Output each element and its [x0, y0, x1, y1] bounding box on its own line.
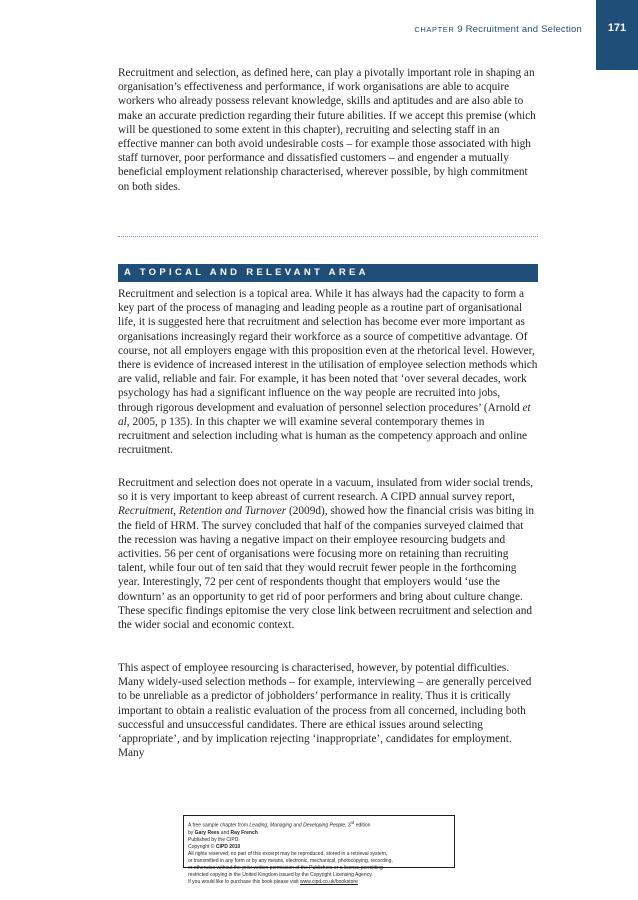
paragraph-text-part: , 2005, p 135). In this chapter we will examine several contemporary themes in recruitment and selection including what is human as the competency approach and online recruitment. [118, 415, 528, 457]
body-paragraph-2 [118, 476, 538, 632]
footer-line-8: restricted copying in the United Kingdom issued by the Copyright Licensing Agency. [188, 872, 373, 879]
paragraph-text: This aspect of employee resourcing is characterised, however, by potential difficulties. Many widely-used selection methods – for example, interviewing – are generally perceived to be unreliable as a predictor of jobholders’ performance in reality. Thus it is critically important to obtain a realistic evaluation of the process from all concerned, including both successful and unsuccessful candidates. There are ethical issues around selecting ‘appropriate’, and by implication rejecting ‘inappropriate’, candidates for employment. Many [118, 662, 532, 760]
citation-italic: et al [118, 401, 531, 428]
page-number: 171 [607, 22, 627, 34]
footer-line-1 [188, 819, 450, 830]
intro-section [118, 66, 538, 194]
footer-line-9 [188, 879, 450, 886]
footer-text: Copyright © [188, 843, 216, 850]
edition-superscript: rd [350, 820, 355, 825]
footer-line-7: or otherwise without the prior written permission of the Publishers or a licence permitting [188, 865, 383, 872]
copyright-box [183, 815, 455, 886]
chapter-word: CHAPTER [414, 25, 455, 34]
author-name: Ray French [230, 829, 258, 836]
book-title: Leading, Managing and Developing People [249, 822, 346, 829]
paragraph-text-part: Recruitment and selection is a topical area. While it has always had the capacity to form a key part of the process of managing and leading people as a routine part of organisational life, it is suggested here that recruitment and selection has become ever more important as organisations increasingly regard their workforce as a source of competitive advantage. Of course, not all employers engage with this proposition even at the rhetorical level. However, there is evidence of increased interest in the utilisation of employee selection methods which are valid, reliable and fair. For example, it has been noted that ‘over several decades, work psychology has had a significant influence on the way people are recruited into jobs, through rigorous development and evaluation of personnel selection procedures’ (Arnold [118, 288, 538, 414]
intro-divider [118, 236, 538, 237]
footer-text: A free sample chapter from [188, 822, 250, 829]
footer-line-4 [188, 844, 450, 851]
page-number-tab [596, 0, 638, 70]
chapter-number: 9 [457, 24, 463, 35]
body-paragraph-3 [118, 661, 538, 760]
paragraph-text-part: (2009d), showed how the financial crisis was biting in the field of HRM. The survey concluded that half of the companies surveyed claimed that the recession was having a negative impact on their employee resourcing budgets and activities. 56 per cent of organisations were focusing more on retaining than recruiting talent, while four out of ten said that they would recruit fewer people in the forthcoming year. Interestingly, 72 per cent of respondents thought that employers would ‘use the downturn’ as an opportunity to get rid of poor performers and bring about culture change. These specific findings epitomise the very close link between recruitment and selection and the wider social and economic context. [118, 505, 535, 632]
author-name: Gary Rees [194, 829, 220, 836]
footer-text: and [219, 829, 231, 836]
paragraph-text [118, 287, 538, 457]
footer-text: edition [354, 822, 371, 829]
footer-text: If you would like to purchase this book please visit [188, 879, 301, 886]
copyright-holder: CIPD 2010 [215, 843, 241, 850]
footer-line-3: Published by the CIPD. [188, 836, 240, 843]
footer-line-5: All rights reserved; no part of this excerpt may be reproduced, stored in a retrieval system, [188, 851, 388, 858]
paragraph-text [118, 476, 538, 632]
footer-text: , 3 [345, 822, 351, 829]
section-heading-bar [118, 264, 538, 282]
intro-paragraph: Recruitment and selection, as defined here, can play a pivotally important role in shaping an organisation’s effectiveness and performance, if work organisations are able to acquire workers who already possess relevant knowledge, skills and aptitudes and are also able to make an accurate prediction regarding their future abilities. If we accept this premise (which will be questioned to some extent in this chapter), recruiting and selecting staff in an effective manner can both avoid undesirable costs – for example those associated with high staff turnover, poor performance and dissatisfied customers – and engender a mutually beneficial employment relationship characterised, wherever possible, by high commitment on both sides. [118, 67, 536, 193]
bookstore-link[interactable]: www.cipd.co.uk/bookstore [300, 879, 358, 886]
body-paragraph-1 [118, 287, 538, 457]
chapter-title: Recruitment and Selection [465, 24, 582, 35]
section-heading: A TOPICAL AND RELEVANT AREA [124, 267, 369, 278]
footer-line-6: or transmitted in any form or by any means, electronic, mechanical, photocopying, recording, [188, 858, 393, 865]
running-header [414, 24, 582, 35]
paragraph-text-part: Recruitment and selection does not operate in a vacuum, insulated from wider social trends, so it is very important to keep abreast of current research. A CIPD annual survey report, [118, 477, 534, 504]
footer-line-2 [188, 830, 450, 837]
report-title-italic: Recruitment, Retention and Turnover [118, 505, 287, 518]
footer-text: by [188, 829, 195, 836]
